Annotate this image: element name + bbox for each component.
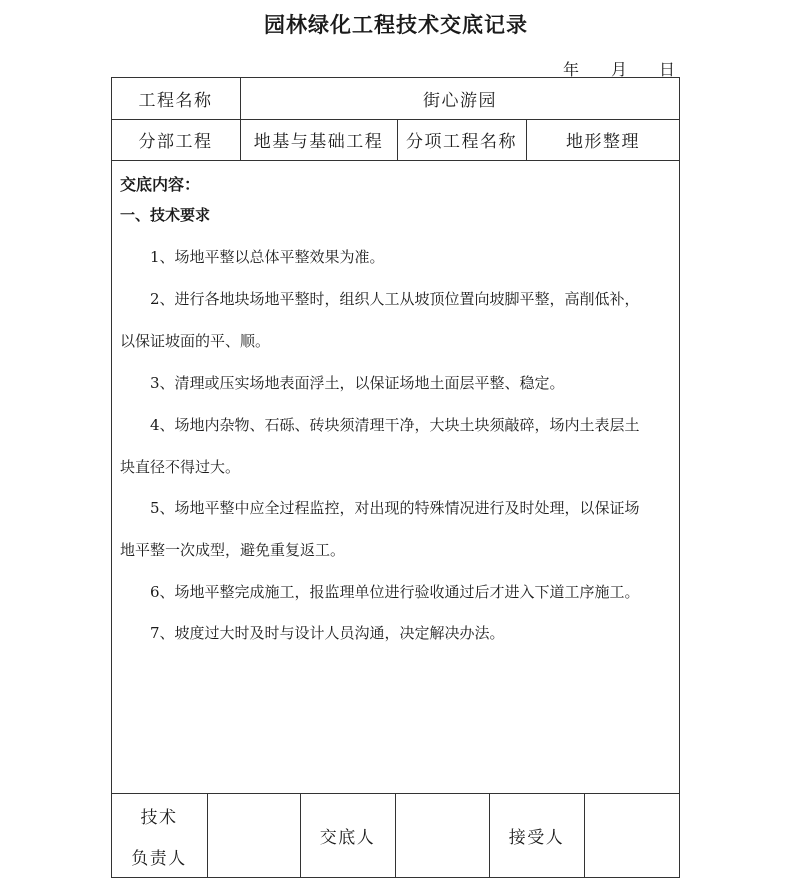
content-line: 地平整一次成型，避免重复返工。 bbox=[120, 541, 346, 559]
date-month-label: 月 bbox=[611, 60, 628, 79]
tech-lead-label-line1: 技术 bbox=[140, 807, 178, 828]
content-line: 5、场地平整中应全过程监控，对出现的特殊情况进行及时处理，以保证场 bbox=[150, 499, 640, 517]
date-year-label: 年 bbox=[563, 60, 580, 79]
subitem-value: 地形整理 bbox=[566, 132, 640, 152]
tech-lead-label-line2: 负责人 bbox=[131, 848, 187, 869]
content-line: 7、坡度过大时及时与设计人员沟通，决定解决办法。 bbox=[150, 624, 505, 642]
disclosure-content bbox=[120, 160, 676, 793]
project-name-label: 工程名称 bbox=[138, 90, 213, 111]
subitem-label: 分项工程名称 bbox=[406, 132, 517, 152]
receiver-label: 接受人 bbox=[508, 828, 565, 848]
content-line: 2、进行各地块场地平整时，组织人工从坡顶位置向坡脚平整，高削低补， bbox=[150, 290, 640, 308]
content-line: 3、清理或压实场地表面浮土，以保证场地土面层平整、稳定。 bbox=[150, 374, 565, 392]
discloser-label: 交底人 bbox=[319, 828, 376, 848]
document-title: 园林绿化工程技术交底记录 bbox=[264, 13, 528, 37]
division-label: 分部工程 bbox=[138, 132, 213, 152]
tech-lead-signature-field[interactable] bbox=[207, 793, 300, 878]
project-name-value: 街心游园 bbox=[423, 90, 497, 111]
content-line: 1、场地平整以总体平整效果为准。 bbox=[150, 248, 385, 266]
content-line: 6、场地平整完成施工，报监理单位进行验收通过后才进入下道工序施工。 bbox=[150, 583, 640, 601]
content-line: 4、场地内杂物、石砾、砖块须清理干净，大块土块须敲碎，场内土表层土 bbox=[150, 416, 640, 434]
division-value: 地基与基础工程 bbox=[253, 132, 384, 152]
content-line: 块直径不得过大。 bbox=[120, 458, 241, 476]
section-title: 一、技术要求 bbox=[120, 206, 211, 224]
content-heading: 交底内容： bbox=[120, 175, 201, 194]
content-line: 以保证坡面的平、顺。 bbox=[120, 332, 271, 350]
date-day-label: 日 bbox=[659, 60, 676, 79]
receiver-signature-field[interactable] bbox=[584, 793, 680, 878]
discloser-signature-field[interactable] bbox=[395, 793, 489, 878]
